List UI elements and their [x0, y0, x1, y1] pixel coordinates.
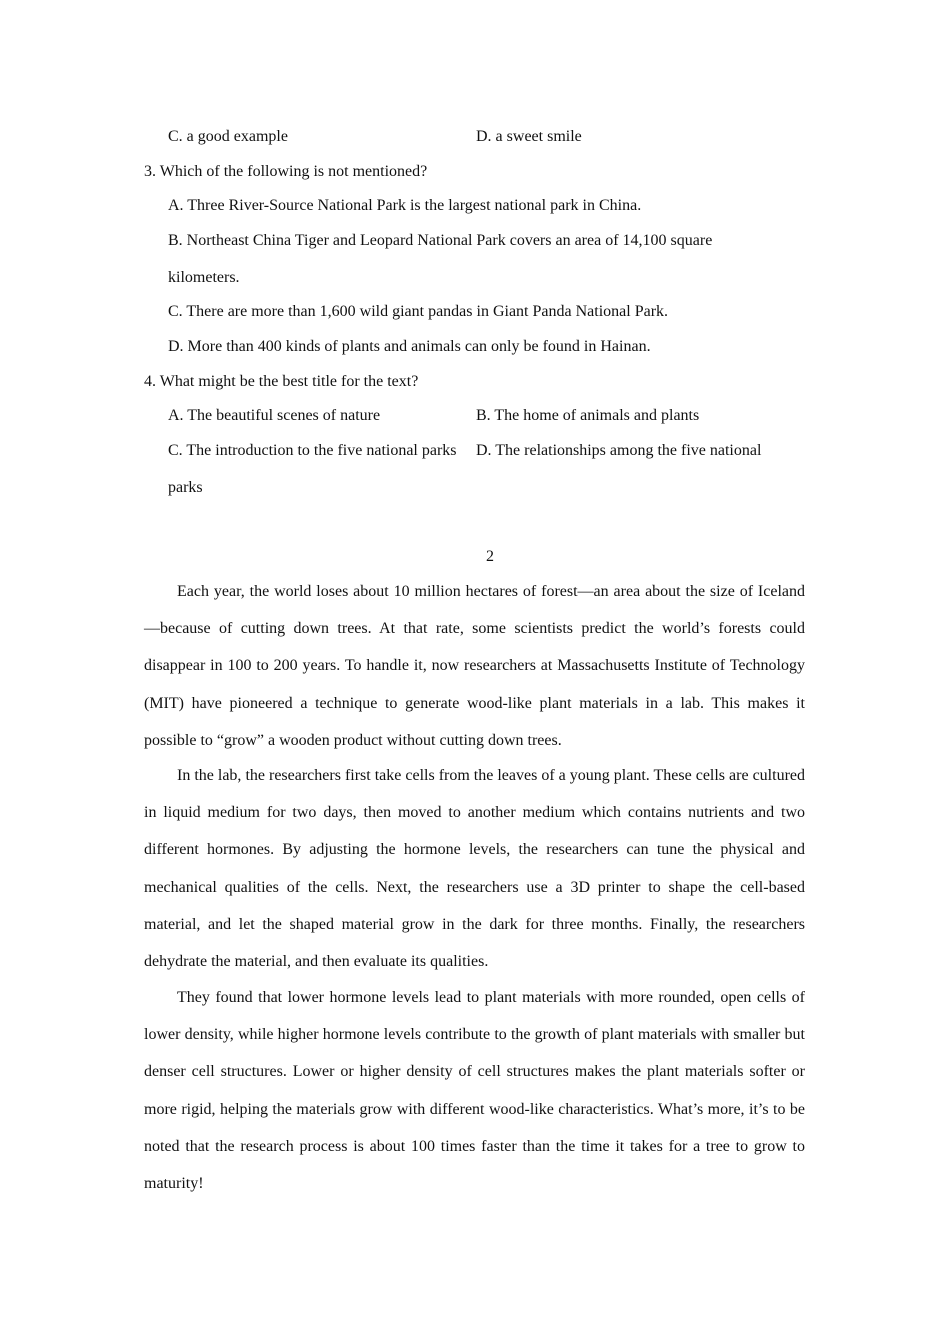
passage-paragraph-3: They found that lower hormone levels lead to plant materials with more rounded, open cells of lower density, while higher hormone levels contribute to the growth of plant materials with smaller but denser cell structures. Lower or higher density of cell structures makes the plant materials softer or more rigid, helping the materials grow with different wood-like characteristics. What’s more, it’s to be noted that the research process is about 100 times faster than the time it takes for a tree to grow to maturity!: [144, 989, 805, 1193]
q3-option-b-line1: B. Northeast China Tiger and Leopard National Park covers an area of 14,100 square: [168, 232, 713, 249]
passage-paragraph-2: In the lab, the researchers first take cells from the leaves of a young plant. These cells are cultured in liquid medium for two days, then moved to another medium which contains nutrients and two different hormones. By adjusting the hormone levels, the researchers can tune the physical and mechanical qualities of the cells. Next, the researchers use a 3D printer to shape the cell-based material, and let the shaped material grow in the dark for three months. Finally, the researchers dehydrate the material, and then evaluate its qualities.: [144, 767, 805, 971]
q2-option-d: D. a sweet smile: [476, 128, 582, 145]
q3-option-d: D. More than 400 kinds of plants and animals can only be found in Hainan.: [168, 338, 651, 355]
passage-paragraph-1: Each year, the world loses about 10 million hectares of forest—an area about the size of Iceland—because of cutting down trees. At that rate, some scientists predict the world’s forests could disappear in 100 to 200 years. To handle it, now researchers at Massachusetts Institute of Technology (MIT) have pioneered a technique to generate wood-like plant materials in a lab. This makes it possible to “grow” a wooden product without cutting down trees.: [144, 583, 805, 749]
q4-option-c: C. The introduction to the five national parks: [168, 442, 457, 459]
q4-option-a: A. The beautiful scenes of nature: [168, 407, 381, 424]
q2-option-c: C. a good example: [168, 128, 288, 145]
q3-option-b-line2: kilometers.: [168, 269, 240, 286]
q4-stem: 4. What might be the best title for the text?: [144, 373, 419, 390]
q3-stem: 3. Which of the following is not mentioned?: [144, 163, 428, 180]
q3-option-c: C. There are more than 1,600 wild giant pandas in Giant Panda National Park.: [168, 303, 669, 320]
q4-option-d-line2: parks: [168, 479, 203, 496]
passage-number: 2: [486, 548, 494, 565]
q4-option-d-line1: D. The relationships among the five national: [476, 442, 762, 459]
q3-option-a: A. Three River-Source National Park is the largest national park in China.: [168, 197, 642, 214]
q4-option-b: B. The home of animals and plants: [476, 407, 700, 424]
